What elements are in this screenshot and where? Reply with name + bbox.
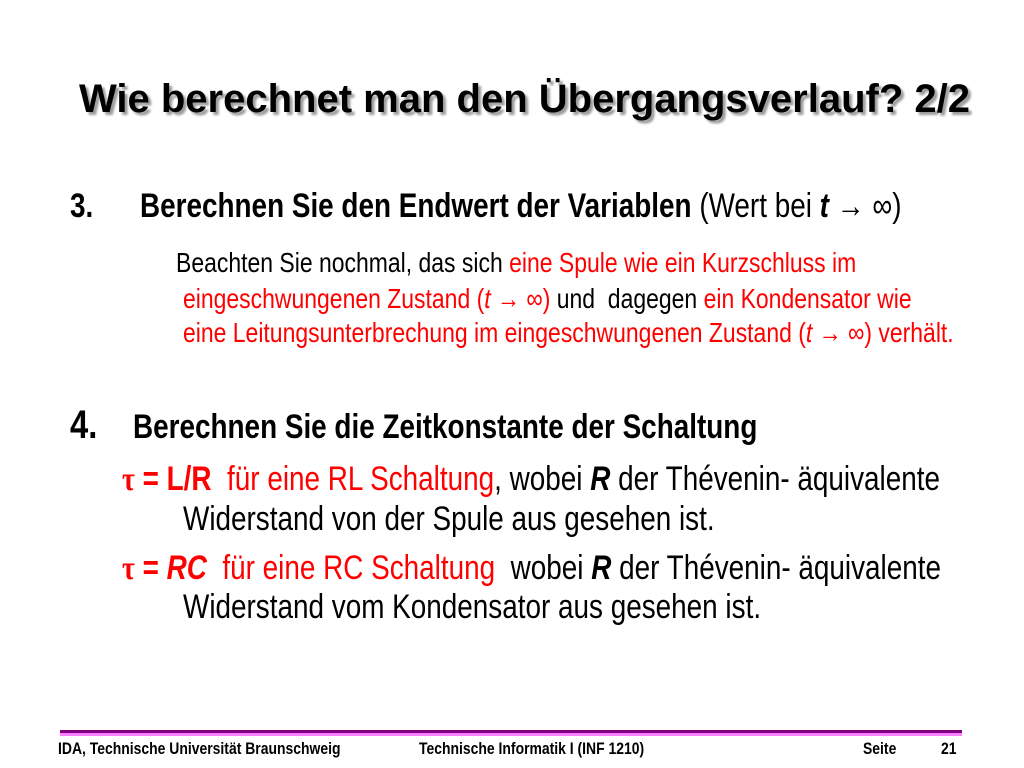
step-3-paren-prefix: (Wert bei <box>691 187 820 225</box>
note-line-1-text: Beachten Sie nochmal, das sich <box>176 247 510 278</box>
rl-formula-line <box>122 462 940 497</box>
rc-description: der Thévenin- äquivalente <box>611 549 942 587</box>
rc-continuation: Widerstand vom Kondensator aus gesehen ist. <box>183 588 762 626</box>
rc-connector: wobei <box>495 549 592 587</box>
rl-connector: , wobei <box>494 460 591 498</box>
note-line-3-highlight-a: eine Leitungsunterbrechung im eingeschwungenen Zustand ( <box>183 317 806 348</box>
note-line-3-highlight-b: → ∞) verhält. <box>812 317 954 348</box>
note-line-2-highlight-a: eingeschwungenen Zustand ( <box>183 283 485 314</box>
rc-equals: = <box>134 549 167 587</box>
step-4-number: 4. <box>70 403 98 447</box>
note-line-2-highlight-b: → ∞) <box>490 283 551 314</box>
rl-formula: = L/R <box>134 460 212 498</box>
note-line-1-highlight: eine Spule wie ein Kurzschluss im <box>509 247 857 278</box>
note-line-1 <box>176 249 856 277</box>
rc-variable-r: R <box>591 549 612 587</box>
step-4-heading: Berechnen Sie die Zeitkonstante der Schaltung <box>133 408 758 446</box>
rl-description: der Thévenin- äquivalente <box>610 460 941 498</box>
rc-formula-line <box>122 551 941 586</box>
footer-page-number: 21 <box>941 739 957 758</box>
step-3-heading: Berechnen Sie den Endwert der Variablen <box>140 187 692 225</box>
footer-page-label: Seite <box>863 739 897 758</box>
step-3-number: 3. <box>70 187 94 225</box>
footer-course: Technische Informatik I (INF 1210) <box>419 739 645 758</box>
step-3-variable-t: t <box>819 187 829 225</box>
step-3-line <box>140 189 901 223</box>
slide-title: Wie berechnet man den Übergangsverlauf? 2/2 <box>79 77 970 121</box>
note-line-2-text: und dagegen <box>550 283 704 314</box>
tau-symbol: τ <box>122 550 135 587</box>
note-line-2 <box>183 285 912 313</box>
footer-rule-bottom <box>60 733 962 736</box>
rc-label: für eine RC Schaltung <box>206 549 496 587</box>
note-line-2-highlight-c: ein Kondensator wie <box>703 283 912 314</box>
step-3-paren-suffix: → ∞) <box>828 187 902 225</box>
tau-symbol: τ <box>122 461 135 498</box>
note-line-2-variable-t: t <box>484 283 491 314</box>
note-line-3-variable-t: t <box>805 317 813 348</box>
rl-variable-r: R <box>590 460 611 498</box>
rl-label: für eine RL Schaltung <box>211 460 495 498</box>
footer-institution: IDA, Technische Universität Braunschweig <box>58 739 341 758</box>
note-line-3 <box>183 319 954 347</box>
rl-continuation: Widerstand von der Spule aus gesehen ist. <box>183 500 715 538</box>
rc-formula: RC <box>166 549 207 587</box>
